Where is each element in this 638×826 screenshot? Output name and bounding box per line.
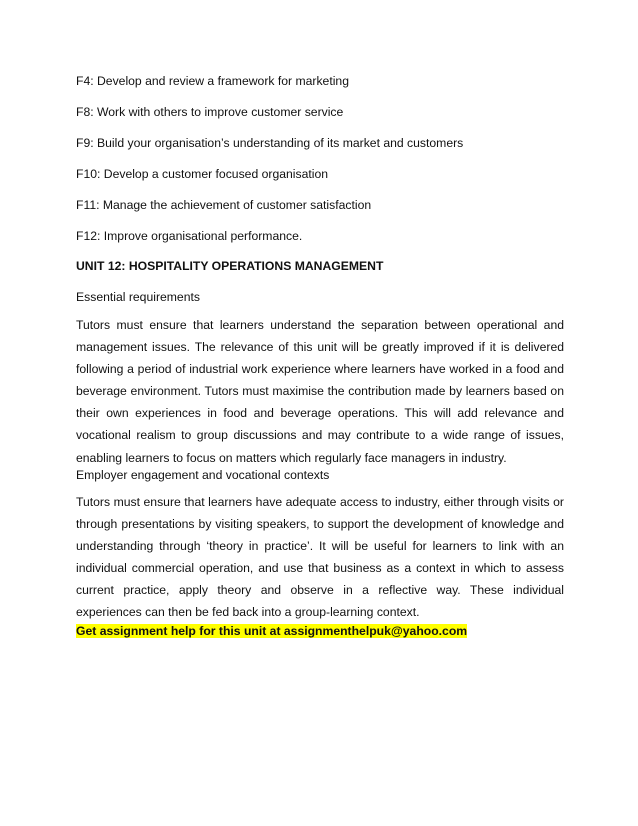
outcome-f12: F12: Improve organisational performance. <box>76 229 303 243</box>
essential-heading: Essential requirements <box>76 290 200 304</box>
employer-body: Tutors must ensure that learners have adequate access to industry, either through visits or through presentations by visiting speakers, to support the development of knowledge and understanding through ‘theory in practice’. It will be useful for learners to link with an individual commercial operation, and use that business as a context in which to assess current practice, apply theory and observe in a reflective way. These individual experiences can then be fed back into a group-learning context. <box>76 495 564 620</box>
employer-heading: Employer engagement and vocational contexts <box>76 468 330 482</box>
promo-line <box>76 623 564 639</box>
outcome-f11: F11: Manage the achievement of customer satisfaction <box>76 198 372 212</box>
outcome-f8: F8: Work with others to improve customer service <box>76 105 344 119</box>
outcome-f10: F10: Develop a customer focused organisation <box>76 167 329 181</box>
outcome-f4: F4: Develop and review a framework for marketing <box>76 74 349 88</box>
promo-highlight[interactable]: Get assignment help for this unit at assignmenthelpuk@yahoo.com <box>76 624 468 638</box>
unit-heading: UNIT 12: HOSPITALITY OPERATIONS MANAGEMENT <box>76 259 384 273</box>
outcome-f9: F9: Build your organisation’s understanding of its market and customers <box>76 136 464 150</box>
essential-body: Tutors must ensure that learners understand the separation between operational and management issues. The relevance of this unit will be greatly improved if it is delivered following a period of industrial work experience where learners have worked in a food and beverage environment. Tutors must maximise the contribution made by learners based on their own experiences in food and beverage operations. This will add relevance and vocational realism to group discussions and may contribute to a wide range of issues, enabling learners to focus on matters which regularly face managers in industry. <box>76 318 564 465</box>
